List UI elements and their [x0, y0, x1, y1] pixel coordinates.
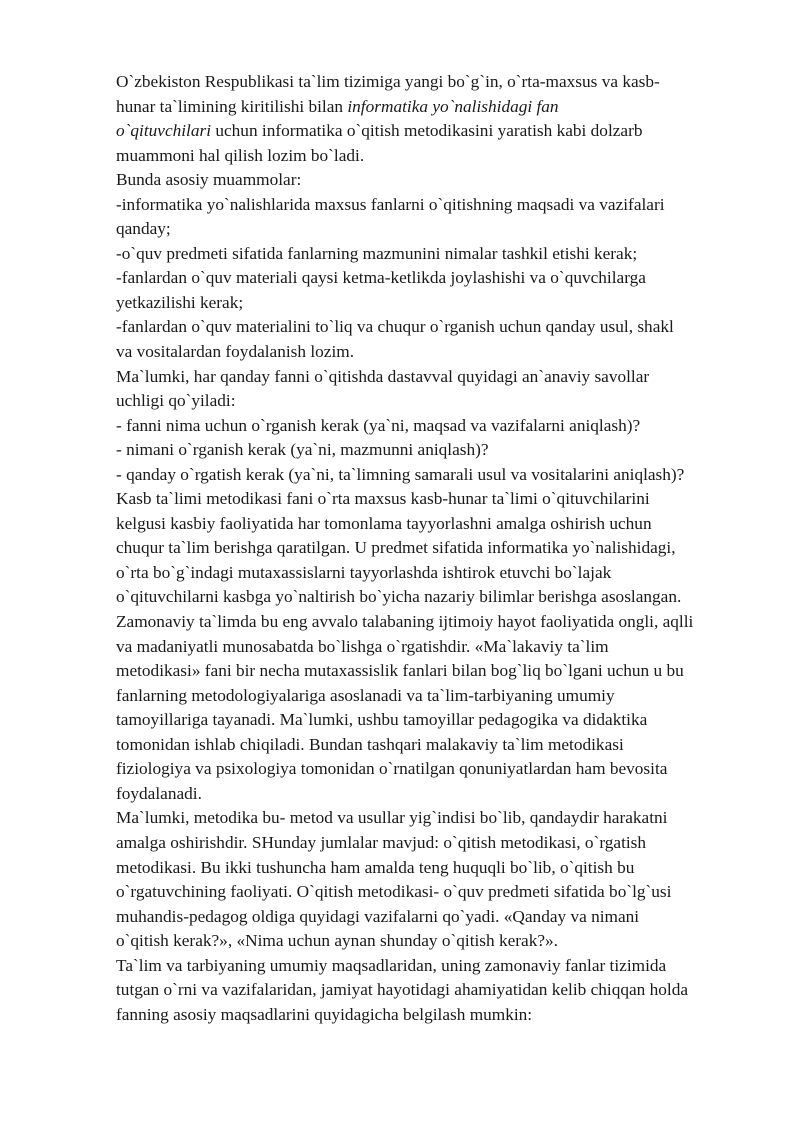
text-line: Zamonaviy ta`limda bu eng avvalo talabaning ijtimoiy hayot faoliyatida ongli, aqlli [116, 612, 694, 632]
document-page [116, 70, 766, 1027]
text-line: kelgusi kasbiy faoliyatida har tomonlama tayyorlashni amalga oshirish uchun [116, 513, 652, 533]
text-line: muammoni hal qilish lozim bo`ladi. [116, 145, 365, 165]
text-line: chuqur ta`lim berishga qaratilgan. U predmet sifatida informatika yo`nalishidagi, [116, 538, 676, 558]
text-run: uchun informatika o`qitish metodikasini yaratish kabi dolzarb [211, 121, 643, 141]
text-line: yetkazilishi kerak; [116, 292, 244, 312]
text-line: -informatika yo`nalishlarida maxsus fanlarni o`qitishning maqsadi va vazifalari [116, 194, 665, 214]
text-line: -fanlardan o`quv materialini to`liq va chuqur o`rganish uchun qanday usul, shakl [116, 317, 674, 337]
text-line: o`qituvchilarni kasbga yo`naltirish bo`yicha nazariy bilimlar berishga asoslangan. [116, 587, 682, 607]
text-line: o`rta bo`g`indagi mutaxassislarni tayyorlashda ishtirok etuvchi bo`lajak [116, 562, 612, 582]
text-line: tomonidan ishlab chiqiladi. Bundan tashqari malakaviy ta`lim metodikasi [116, 734, 624, 754]
text-line [116, 95, 766, 120]
text-line: metodikasi. Bu ikki tushuncha ham amalda teng huquqli bo`lib, o`qitish bu [116, 857, 635, 877]
text-line: uchligi qo`yiladi: [116, 391, 236, 411]
text-line: O`zbekiston Respublikasi ta`lim tizimiga yangi bo`g`in, o`rta-maxsus va kasb- [116, 72, 660, 91]
text-line: Kasb ta`limi metodikasi fani o`rta maxsus kasb-hunar ta`limi o`qituvchilarini [116, 489, 650, 509]
text-line: - qanday o`rgatish kerak (ya`ni, ta`limning samarali usul va vositalarini aniqlash)? [116, 464, 685, 484]
text-run: hunar ta`limining kiritilishi bilan [116, 96, 348, 116]
text-line: amalga oshirishdir. SHunday jumlalar mavjud: o`qitish metodikasi, o`rgatish [116, 832, 647, 852]
text-line: tamoyillariga tayanadi. Ma`lumki, ushbu tamoyillar pedagogika va didaktika [116, 710, 648, 730]
text-line: fiziologiya va psixologiya tomonidan o`rnatilgan qonuniyatlardan ham bevosita [116, 759, 668, 779]
text-line: o`qitish kerak?», «Nima uchun aynan shunday o`qitish kerak?». [116, 931, 558, 951]
text-line: Bunda asosiy muammolar: [116, 170, 302, 190]
italic-text-run: o`qituvchilari [116, 121, 212, 141]
text-line: fanning asosiy maqsadlarini quyidagicha belgilash mumkin: [116, 1004, 533, 1024]
text-line: - nimani o`rganish kerak (ya`ni, mazmunni aniqlash)? [116, 440, 489, 460]
text-line: qanday; [116, 219, 171, 239]
text-line: muhandis-pedagog oldiga quyidagi vazifalarni qo`yadi. «Qanday va nimani [116, 906, 640, 926]
text-line: - fanni nima uchun o`rganish kerak (ya`ni, maqsad va vazifalarni aniqlash)? [116, 415, 641, 435]
text-line: -fanlardan o`quv materiali qaysi ketma-ketlikda joylashishi va o`quvchilarga [116, 268, 646, 288]
italic-text-run: informatika yo`nalishidagi fan [347, 96, 559, 116]
text-line: fanlarning metodologiyalariga asoslanadi va ta`lim-tarbiyaning umumiy [116, 685, 615, 705]
text-line: o`rgatuvchining faoliyati. O`qitish metodikasi- o`quv predmeti sifatida bo`lg`usi [116, 882, 672, 902]
text-line: tutgan o`rni va vazifalaridan, jamiyat hayotidagi ahamiyatidan kelib chiqqan holda [116, 980, 689, 1000]
text-line: Ma`lumki, har qanday fanni o`qitishda dastavval quyidagi an`anaviy savollar [116, 366, 650, 386]
text-line: Ma`lumki, metodika bu- metod va usullar yig`indisi bo`lib, qandaydir harakatni [116, 808, 668, 828]
text-line: Ta`lim va tarbiyaning umumiy maqsadlaridan, uning zamonaviy fanlar tizimida [116, 955, 667, 975]
text-line: metodikasi» fani bir necha mutaxassislik fanlari bilan bog`liq bo`lgani uchun u bu [116, 661, 684, 681]
text-line [116, 119, 766, 144]
text-line: va vositalardan foydalanish lozim. [116, 342, 355, 362]
text-line: va madaniyatli munosabatda bo`lishga o`rgatishdir. «Ma`lakaviy ta`lim [116, 636, 609, 656]
text-line: -o`quv predmeti sifatida fanlarning mazmunini nimalar tashkil etishi kerak; [116, 243, 638, 263]
text-line: foydalanadi. [116, 783, 202, 803]
